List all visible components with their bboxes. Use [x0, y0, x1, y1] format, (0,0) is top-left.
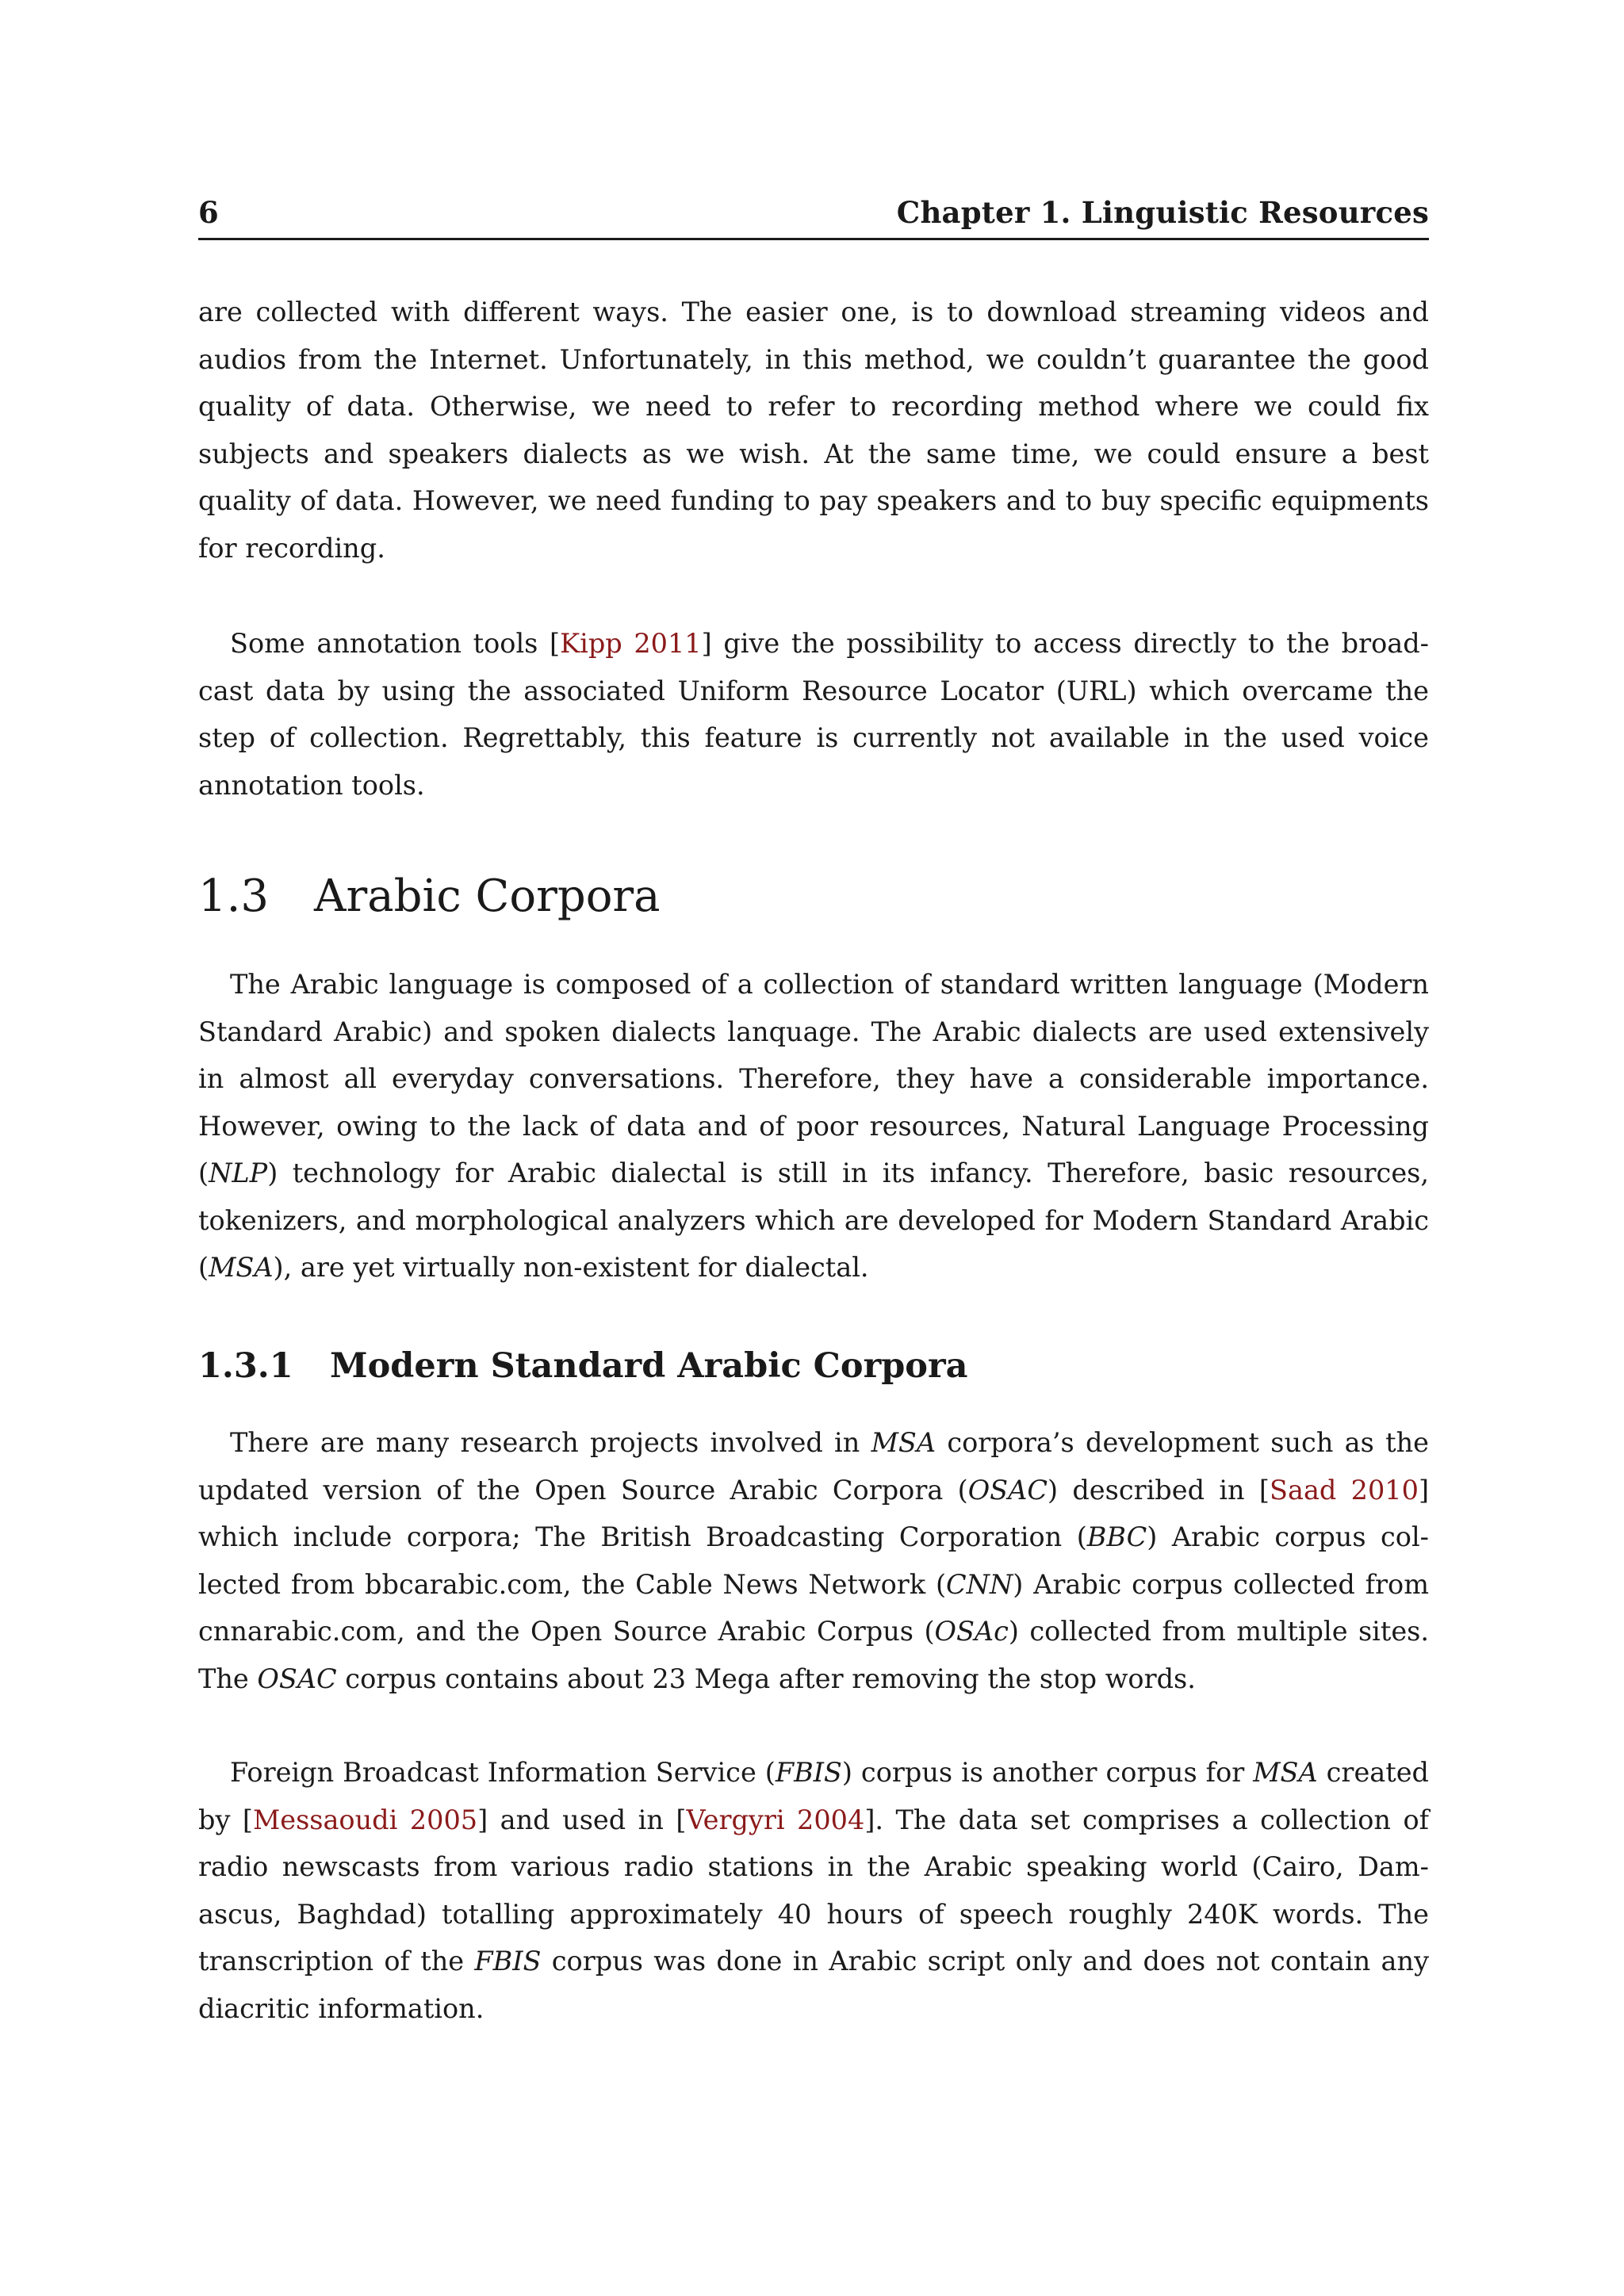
section-heading: [198, 871, 661, 922]
citation-link[interactable]: Vergyri 2004: [686, 1804, 865, 1835]
section-title: Arabic Corpora: [314, 871, 661, 922]
page-number: 6: [198, 195, 219, 230]
paragraph-arabic-language: The Arabic language is composed of a collection of standard written language (Modern Standard Arabic) and spoken dialects lanquage. The Arabic dialects are used extensively in almost all everyday conversations. Therefore, they have a considerable importance. However, owing to the lack of data and of poor resources, Natural Language Processing (NLP) technology for Arabic dialectal is still in its infancy. Therefore, basic resources, tokenizers, and morphological analyzers which are developed for Modern Standard Arabic (MSA), are yet virtually non-existent for dialectal.: [198, 969, 1429, 1283]
citation-link[interactable]: Saad 2010: [1270, 1474, 1419, 1506]
subsection-title: Modern Standard Arabic Corpora: [330, 1346, 968, 1386]
paragraph-msa-projects: There are many research projects involved in MSA corpora’s development such as the updated version of the Open Source Arabic Corpora (OSAC) described in [Saad 2010] which include corpora; The British Broadcasting Corporation (BBC) Arabic corpus collected from bbcarabic.com, the Cable News Network (CNN) Arabic corpus collected from cnnarabic.com, and the Open Source Arabic Corpus (OSAc) collected from multiple sites. The OSAC corpus contains about 23 Mega after removing the stop words.: [198, 1427, 1430, 1694]
paragraph-collection-methods: are collected with different ways. The easier one, is to download streaming videos and audios from the Internet. Unfortunately, in this method, we couldn’t guarantee the good quality of data. Otherwise, we need to refer to recording method where we could fix subjects and speakers dialects as we wish. At the same time, we could ensure a best quality of data. However, we need funding to pay speakers and to buy specific equipments for recording.: [198, 297, 1429, 564]
subsection-number: 1.3.1: [198, 1346, 293, 1386]
chapter-title: Chapter 1. Linguistic Resources: [896, 195, 1429, 230]
paragraph-annotation-tools: Some annotation tools [Kipp 2011] give the possibility to access directly to the broadcast data by using the associated Uniform Resource Locator (URL) which overcame the step of collection. Regrettably, this feature is currently not available in the used voice annotation tools.: [198, 628, 1429, 801]
subsection-heading: [198, 1346, 968, 1386]
paragraph-fbis-corpus: Foreign Broadcast Information Service (FBIS) corpus is another corpus for MSA created by [Messaoudi 2005] and used in [Vergyri 2004]. The data set comprises a collection of radio newscasts from various radio stations in the Arabic speaking world (Cairo, Damascus, Baghdad) totalling approximately 40 hours of speech roughly 240K words. The transcription of the FBIS corpus was done in Arabic script only and does not contain any diacritic information.: [198, 1757, 1430, 2024]
running-header: [198, 193, 1429, 240]
citation-link[interactable]: Messaoudi 2005: [252, 1804, 478, 1835]
section-number: 1.3: [198, 871, 270, 922]
citation-link[interactable]: Kipp 2011: [560, 628, 702, 659]
